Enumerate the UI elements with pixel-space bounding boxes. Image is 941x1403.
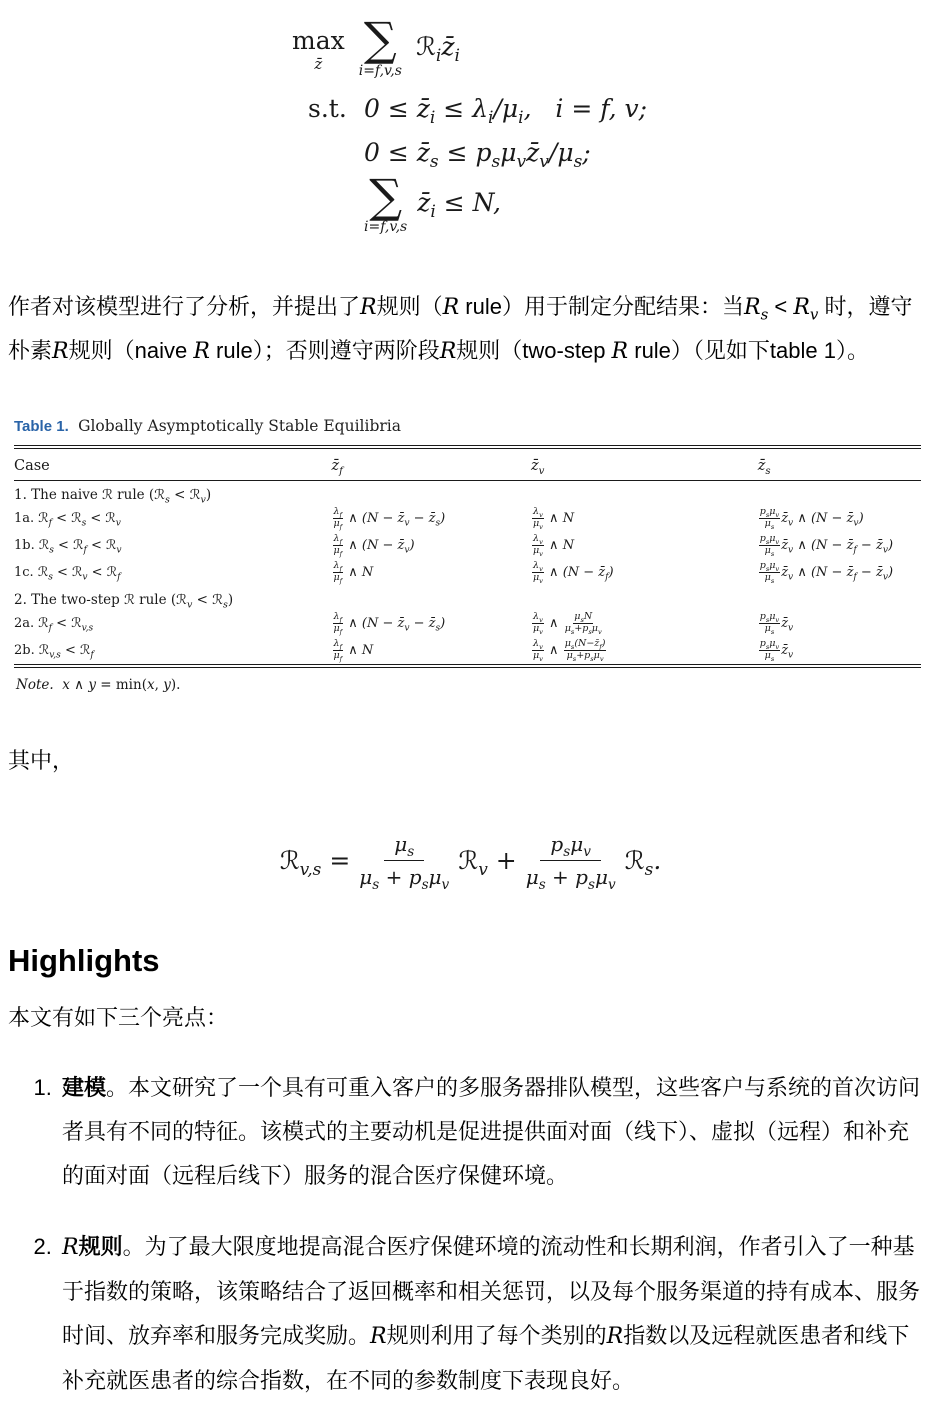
zv-cell: $\frac{\lambda_v}{\mu_v}$ ∧ N bbox=[532, 533, 575, 559]
table-1-title: Globally Asymptotically Stable Equilibria bbox=[78, 417, 401, 436]
constraint-line-2 bbox=[292, 137, 941, 172]
zs-cell: $p_s\mu_v$ $\mu_s$ $z̄_v$ ∧ $(N - z̄_v)$ bbox=[759, 506, 864, 532]
table-note: Note. x ∧ y = min(x, y). bbox=[16, 676, 181, 693]
highlight-item-2: 2. R规则。为了最大限度地提高混合医疗保健环境的流动性和长期利润，作者引入了一种基于指数的策略，该策略结合了返回概率和相关惩罚，以及每个服务渠道的持有成本、服务时间、放弃率和服务完成奖励。R规则利用了每个类别的R指数以及远程就医患者和线下补充就医患者的综合指数，在不同的参数制度下表现良好。 bbox=[58, 1225, 929, 1403]
sum-operator-2 bbox=[364, 168, 408, 236]
case-cell: 2. The two-step ℛ rule (ℛ$_v$ < ℛ$_s$) bbox=[14, 591, 234, 611]
objective-line bbox=[292, 12, 941, 79]
col-header-case: Case bbox=[14, 447, 331, 481]
col-header-zs: $z̄_s$ bbox=[758, 447, 921, 481]
rvs-fraction-1 bbox=[359, 831, 450, 893]
table-1-label: Table 1. bbox=[14, 418, 69, 436]
constraint-2: $0 \le z̄_s$ ≤ $p_s\mu_vz̄_v/\mu_s$; bbox=[364, 137, 591, 172]
zs-cell bbox=[758, 586, 921, 610]
constraint-3: $z̄_i \le N$, bbox=[417, 187, 501, 222]
objective-expression: $ℛ_iz̄_i$ bbox=[415, 32, 460, 66]
table-1 bbox=[14, 445, 921, 667]
case-cell: 1c. ℛ$_s$ < ℛ$_v$ < ℛ$_f$ bbox=[14, 564, 121, 583]
table-row-1b bbox=[14, 532, 921, 559]
zs-cell: $p_s\mu_v$ $\mu_s$ $z̄_v$ bbox=[759, 637, 794, 663]
table-group-row-2 bbox=[14, 586, 921, 610]
table-1-section bbox=[14, 417, 921, 692]
zf-cell: $\frac{\lambda_f}{\mu_f}$ ∧ ($N - z̄_v$ − $z̄_s$) bbox=[333, 506, 446, 532]
highlights-list bbox=[0, 1066, 941, 1403]
highlight-item-1: 1. 建模。本文研究了一个具有可重入客户的多服务器排队模型，这些客户与系统的首次访问者具有不同的特征。该模式的主要动机是促进提供面对面（线下）、虚拟（远程）和补充的面对面（远程后线下）服务的混合医疗保健环境。 bbox=[58, 1066, 929, 1198]
max-operator bbox=[292, 28, 345, 73]
sum-limits: i=f,v,s bbox=[358, 62, 402, 79]
sigma-symbol: ∑ bbox=[363, 12, 397, 66]
rvs-fraction-1-denominator: $\mu_s + p_s\mu_v$ bbox=[359, 864, 450, 893]
case-cell: 1. The naive ℛ rule (ℛ$_s$ < ℛ$_v$) bbox=[14, 487, 212, 507]
zf-cell bbox=[331, 481, 531, 506]
constraint-1: $0 \le z̄_i \le \lambda_i/\mu_i$, i = f, v; bbox=[364, 93, 648, 128]
zs-cell: $p_s\mu_v$ $\mu_s$ $z̄_v$ ∧ ($N - z̄_f$ − $z̄_v$) bbox=[759, 533, 894, 559]
table-group-row-1 bbox=[14, 481, 921, 506]
constraint-line-3 bbox=[292, 168, 941, 236]
zf-cell: $\frac{\lambda_f}{\mu_f}$ ∧ $(N - z̄_v)$ bbox=[333, 533, 415, 559]
case-cell: 2b. ℛ$_{v,s}$ < ℛ$_f$ bbox=[14, 642, 94, 661]
max-subscript: z̄ bbox=[314, 55, 323, 73]
table-row-1a bbox=[14, 505, 921, 532]
table-1-caption bbox=[14, 417, 921, 436]
table-row-2b bbox=[14, 637, 921, 666]
rvs-fraction-2-denominator: $\mu_s + p_s\mu_v$ bbox=[525, 864, 616, 893]
optimization-problem bbox=[292, 12, 941, 236]
table-header-row bbox=[14, 447, 921, 481]
zv-cell bbox=[531, 586, 758, 610]
zf-cell: $\frac{\lambda_f}{\mu_f}$ ∧ N bbox=[333, 637, 374, 663]
col-header-zf: $z̄_f$ bbox=[331, 447, 531, 481]
table-row-2a bbox=[14, 610, 921, 637]
case-cell: 2a. ℛ$_f$ < ℛ$_{v,s}$ bbox=[14, 615, 94, 634]
sum-limits-2: i=f,v,s bbox=[364, 219, 408, 236]
article-page bbox=[0, 12, 941, 1393]
zv-cell bbox=[531, 481, 758, 506]
zs-cell: $p_s\mu_v$ $\mu_s$ $z̄_v$ ∧ ($N - z̄_f$ − $z̄_v$) bbox=[759, 560, 894, 585]
case-cell: 1a. ℛ$_f$ < ℛ$_s$ < ℛ$_v$ bbox=[14, 511, 121, 529]
intro-paragraph: 作者对该模型进行了分析，并提出了R规则（R rule）用于制定分配结果：当$R_s < R_v$ 时，遵守朴素R规则（naive R rule）；否则遵守两阶段R规则（two-step R rule）（见如下table 1）。 bbox=[8, 294, 913, 365]
highlights-intro: 本文有如下三个亮点： bbox=[8, 1004, 229, 1030]
rvs-middle: ℛ$_v$ + bbox=[458, 845, 517, 880]
sum-operator bbox=[358, 12, 402, 79]
rvs-fraction-2 bbox=[525, 831, 616, 893]
col-header-zv: $z̄_v$ bbox=[531, 447, 758, 481]
zf-cell: $\frac{\lambda_f}{\mu_f}$ ∧ N bbox=[333, 560, 374, 585]
max-label: max bbox=[292, 26, 345, 55]
rvs-lhs: ℛ$_{v,s}$ = bbox=[279, 845, 351, 880]
highlights-title: Highlights bbox=[8, 942, 160, 978]
table-row-1c bbox=[14, 559, 921, 586]
rvs-fraction-2-numerator: $p_s\mu_v$ bbox=[540, 832, 600, 861]
zs-cell bbox=[758, 481, 921, 506]
subject-to-label: s.t. bbox=[308, 93, 347, 123]
sigma-symbol-2: ∑ bbox=[369, 168, 403, 223]
zv-cell: $\frac{\lambda_v}{\mu_v}$ ∧ $(N - z̄_f)$ bbox=[532, 560, 614, 585]
constraint-line-1 bbox=[292, 93, 941, 128]
rvs-rhs: ℛ$_s$. bbox=[624, 845, 662, 880]
rvs-formula bbox=[0, 831, 941, 893]
zv-cell: $\frac{\lambda_v}{\mu_v}$ ∧ $\mu_sN$ $\mu_s+p_s\mu_v$ bbox=[532, 610, 602, 636]
where-text: 其中， bbox=[8, 747, 75, 773]
zs-cell: $p_s\mu_v$ $\mu_s$ $z̄_v$ bbox=[759, 610, 794, 636]
zf-cell: $\frac{\lambda_f}{\mu_f}$ ∧ ($N - z̄_v$ − $z̄_s$) bbox=[333, 610, 446, 636]
zv-cell: $\frac{\lambda_v}{\mu_v}$ ∧ N bbox=[532, 506, 575, 532]
case-cell: 1b. ℛ$_s$ < ℛ$_f$ < ℛ$_v$ bbox=[14, 538, 122, 556]
zf-cell bbox=[331, 586, 531, 610]
zv-cell: $\frac{\lambda_v}{\mu_v}$ ∧ $\mu_s(N-z̄_f)$ $\mu_s+p_s\mu_v$ bbox=[532, 637, 606, 663]
rvs-fraction-1-numerator: $\mu_s$ bbox=[384, 832, 424, 861]
